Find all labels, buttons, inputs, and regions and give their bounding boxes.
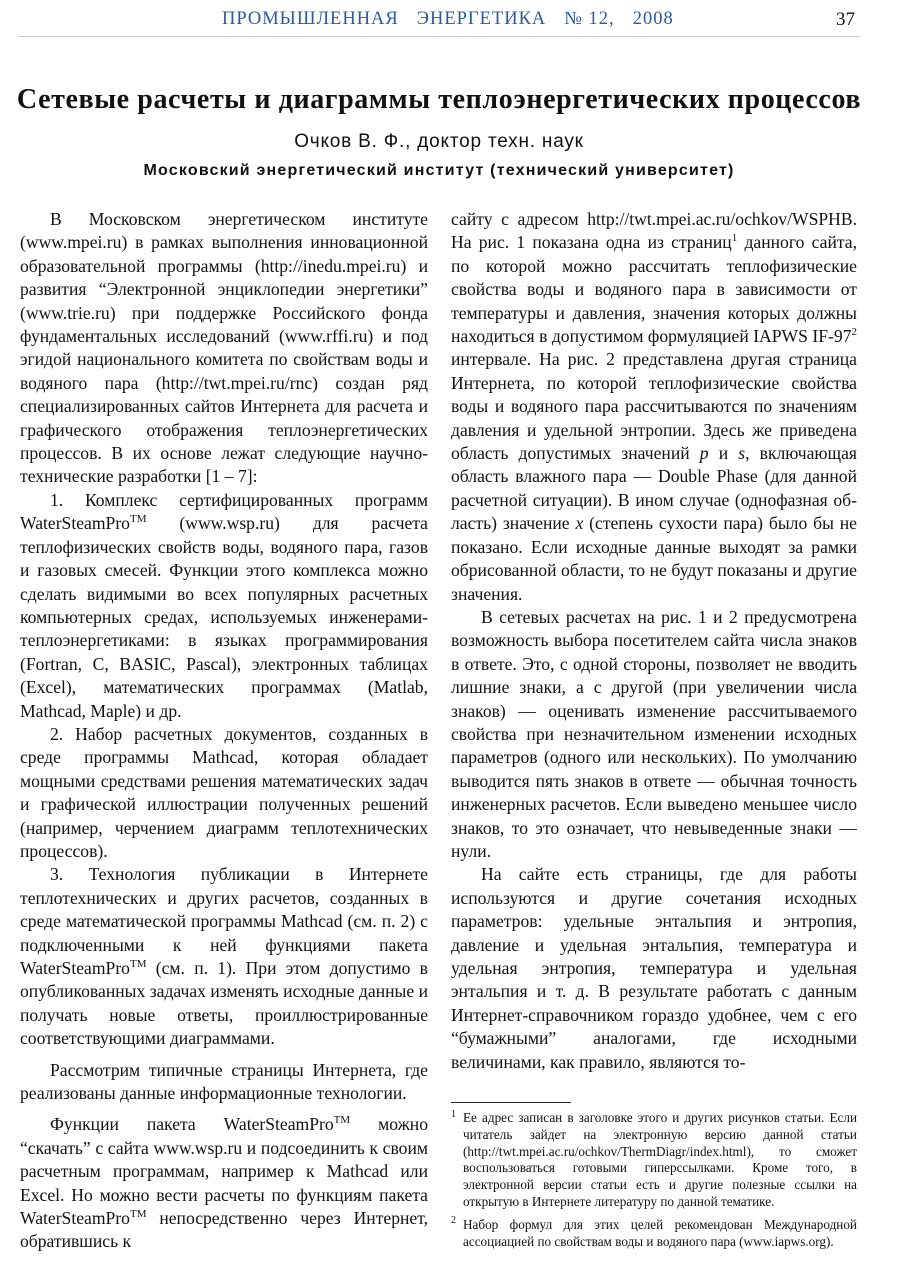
left-column (20, 208, 428, 1254)
trademark-mark: TM (129, 1208, 147, 1221)
text-run: интервале. На рис. 2 представлена другая страница Интернета, по которой теплофизические свойства воды и водяного пара рассчитываются по значениям давления и удельной энтропии. Здесь же приведена область допустимых значений (451, 349, 857, 464)
paragraph: На сайте есть страницы, где для работы используются и другие сочетания исходных параметров: удельные энтальпия и энтропия, давление и удельная энтальпия, температура и удельная энтропия, температура и удельная энтальпия и т. д. В результате работать с данным Интернет-справочником гораздо удобнее, чем с его “бумажными” аналогами, где исходными величинами, как правило, являются то- (451, 864, 857, 1072)
header-divider (18, 36, 860, 37)
paragraph (20, 863, 428, 1050)
trademark-mark: TM (129, 958, 147, 971)
text-run: 3. Технология публикации в Интернете теплотехнических и других расчетов, созданных в среде математической программы Mathcad (см. п. 2) с подключенными к ней функциями пакета WaterSteamPro (20, 864, 428, 978)
text-run: , включающая область влажного пара — Double Phase (для данной расчетной ситуации). В ином случае (однофазная область) значение (451, 443, 858, 534)
text-run: 1. Комплекс сертифицированных программ WaterSteamPro (20, 489, 428, 534)
article-author: Очков В. Ф., доктор техн. наук (294, 131, 584, 152)
text-run: Функции пакета WaterSteamPro (50, 1114, 334, 1135)
footnote: 2 Набор формул для этих целей рекомендован Международной ассоциацией по свойствам воды и водяного пара (www.iapws.org). (451, 1215, 857, 1249)
math-variable: x (575, 513, 584, 534)
paragraph: Рассмотрим типичные страницы Интернета, где реализованы данные информационные технологии. (20, 1059, 428, 1104)
text-run: и (708, 443, 739, 464)
article-title: Сетевые расчеты и диаграммы теплоэнергетических процессов (16, 84, 862, 115)
text-run: (www.wsp.ru) для расчета теплофизических свойств воды, водяного пара, газов и газовых смесей. Функции этого комплекса можно сделать видимыми во всех популярных расчетных компьютерных средах, используемых инженерами-теплоэнергетиками: в языках программирования (Fortran, C, BASIC, Pascal), электронных таблицах (Excel), математических программах (Matlab, Mathcad, Maple) и др. (20, 513, 428, 721)
math-variable: p (699, 443, 709, 464)
math-variable: s (738, 443, 746, 464)
text-run: можно “скачать” с сайта www.wsp.ru и подсоединить к своим расчетным программам, например к Mathcad или Excel. Но можно вести расчеты по функциям пакета WaterSteamPro (20, 1114, 428, 1229)
text-run: непосредственно через Интернет, обратившись к (20, 1208, 428, 1252)
page-number: 37 (836, 9, 855, 30)
paragraph: В Московском энергетическом институте (www.mpei.ru) в рамках выполнения инновационной образовательной программы (http://inedu.mpei.ru) и развития “Электронной энциклопедии энергетики” (www.trie.ru) при поддержке Российского фонда фундаментальных исследований (www.rffi.ru) и под эгидой национального комитета по свойствам воды и водяного пара (http://twt.mpei.ru/rnc) создан ряд специализированных сайтов Интернета для расчета и графического отображения теплоэнергетических процессов. В их основе лежат следующие научно-технические разработки [1 – 7]: (20, 209, 428, 487)
text-run: (степень сухости пара) было бы не показано. Если исходные данные выходят за рамки обрисованной области, то не будут показаны и другие значения. (451, 513, 857, 604)
footnote-ref[interactable]: 1 (731, 232, 738, 245)
footnote-ref[interactable]: 2 (851, 326, 857, 339)
journal-name-2: ЭНЕРГЕТИКА (416, 9, 547, 29)
footnote: 1 Ее адрес записан в заголовке этого и других рисунков статьи. Если читатель зайдет на электронную версию данной статьи (http://twt.mpei.ac.ru/ochkov/ThermDiagr/index.html), то сможет воспользоваться готовыми гиперссылками. Кроме того, в электронной версии статьи есть и другие полезные ссылки на открытую в Интернете литературу по данной тематике. (451, 1108, 857, 1209)
article-affiliation: Московский энергетический институт (технический университет) (143, 162, 735, 179)
running-header (222, 9, 674, 30)
right-column (451, 208, 857, 1074)
footnote-text: Ее адрес записан в заголовке этого и других рисунков статьи. Если читатель зайдет на электронную версию данной статьи (http://twt.mpei.ac.ru/ochkov/ThermDiagr/index.html), то сможет воспользоваться готовыми гиперссылками. Кроме того, в электронной версии статьи есть и другие полезные ссылки на открытую в Интернете литературу по данной тематике. (463, 1110, 857, 1209)
footnote-text: Набор формул для этих целей рекомендован Международной ассоциацией по свойствам воды и водяного пара (www.iapws.org). (463, 1216, 857, 1249)
text-run: сайту с адресом http://twt.mpei.ac.ru/ochkov/WSPHB. На рис. 1 показана одна из страниц (451, 209, 857, 253)
paragraph: В сетевых расчетах на рис. 1 и 2 предусмотрена возможность выбора посетителем сайта числа знаков в ответе. Это, с одной стороны, позволяет не вводить лишние знаки, а с другой (при увеличении числа знаков) — оценивать изменение рассчитываемого свойства при незначительном изменении исходных параметров (одного или нескольких). По умолчанию выводится пять знаков в ответе — обычная точность инженерных расчетов. Если выведено меньшее число знаков, то это означает, что невыведенные знаки — нули. (451, 606, 857, 861)
footnote-divider (451, 1102, 571, 1103)
paragraph: 2. Набор расчетных документов, созданных в среде программы Mathcad, которая обладает мощными средствами решения математических задач и графической иллюстрации полученных решений (например, черчением диаграмм теплотехнических процессов). (20, 723, 428, 861)
paragraph (20, 489, 428, 723)
issue-year: 2008 (632, 9, 674, 29)
text-run: данного сайта, по которой можно рассчитать теплофизические свойства воды и водяного пара в зависимости от температуры и давления, значения которых должны находиться в допустимом формуляцией IAPWS IF-97 (451, 232, 857, 347)
text-run: (см. п. 1). При этом допустимо в опубликованных задачах изменять исходные данные и получать новые ответы, проиллюстрированные соответствующими диаграммами. (20, 958, 428, 1049)
trademark-mark: TM (129, 513, 147, 526)
paragraph (20, 1113, 428, 1253)
trademark-mark: TM (333, 1114, 351, 1127)
footnotes (451, 1110, 857, 1256)
journal-name: ПРОМЫШЛЕННАЯ (222, 9, 399, 29)
issue-number: № 12, (564, 9, 615, 29)
paragraph (451, 208, 857, 606)
